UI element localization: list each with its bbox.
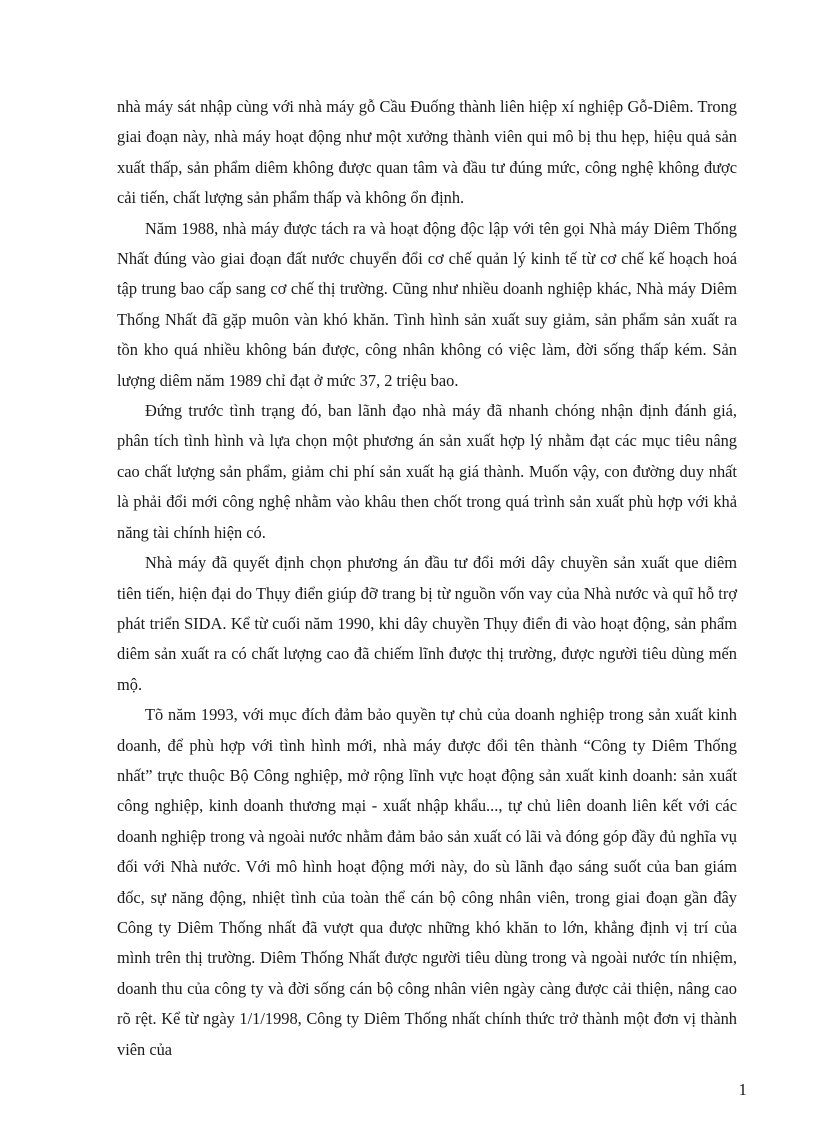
paragraph-leadership-decision: Đứng trước tình trạng đó, ban lãnh đạo nhà máy đã nhanh chóng nhận định đánh giá, phân tích tình hình và lựa chọn một phương án sản xuất hợp lý nhằm đạt các mục tiêu nâng cao chất lượng sản phẩm, giảm chi phí sản xuất hạ giá thành. Muốn vậy, con đường duy nhất là phải đổi mới công nghệ nhằm vào khâu then chốt trong quá trình sản xuất phù hợp với khả năng tài chính hiện có. (117, 401, 737, 542)
page-number: 1 (738, 1080, 747, 1099)
paragraph-swedish-line: Nhà máy đã quyết định chọn phương án đầu tư đổi mới dây chuyền sản xuất que diêm tiên tiến, hiện đại do Thụy điển giúp đỡ trang bị từ nguồn vốn vay của Nhà nước và quĩ hỗ trợ phát triển SIDA. Kể từ cuối năm 1990, khi dây chuyền Thụy điển đi vào hoạt động, sản phẩm diêm sản xuất ra có chất lượng cao đã chiếm lĩnh được thị trường, được người tiêu dùng mến mộ. (117, 553, 737, 694)
paragraph-continuation: nhà máy sát nhập cùng với nhà máy gỗ Cầu Đuống thành liên hiệp xí nghiệp Gỗ-Diêm. Trong giai đoạn này, nhà máy hoạt động như một xưởng thành viên qui mô bị thu hẹp, hiệu quả sản xuất thấp, sản phẩm diêm không được quan tâm và đầu tư đúng mức, công nghệ không được cải tiến, chất lượng sản phẩm thấp và không ổn định. (117, 97, 737, 208)
body-text (117, 92, 737, 1065)
paragraph-1988: Năm 1988, nhà máy được tách ra và hoạt động độc lập với tên gọi Nhà máy Diêm Thống Nhất đúng vào giai đoạn đất nước chuyển đổi cơ chế quản lý kinh tế từ cơ chế kế hoạch hoá tập trung bao cấp sang cơ chế thị trường. Cũng như nhiều doanh nghiệp khác, Nhà máy Diêm Thống Nhất đã gặp muôn vàn khó khăn. Tình hình sản xuất suy giảm, sản phẩm sản xuất ra tồn kho quá nhiều không bán được, công nhân không có việc làm, đời sống thấp kém. Sản lượng diêm năm 1989 chỉ đạt ở mức 37, 2 triệu bao. (117, 218, 737, 390)
paragraph-1993: Tõ năm 1993, với mục đích đảm bảo quyền tự chủ của doanh nghiệp trong sản xuất kinh doanh, để phù hợp với tình hình mới, nhà máy được đổi tên thành “Công ty Diêm Thống nhất” trực thuộc Bộ Công nghiệp, mở rộng lĩnh vực hoạt động sản xuất kinh doanh: sản xuất công nghiệp, kinh doanh thương mại - xuất nhập khẩu..., tự chủ liên doanh liên kết với các doanh nghiệp trong và ngoài nước nhằm đảm bảo sản xuất có lãi và đóng góp đầy đủ nghĩa vụ đối với Nhà nước. Với mô hình hoạt động mới này, do sù lãnh đạo sáng suốt của ban giám đốc, sự năng động, nhiệt tình của toàn thể cán bộ công nhân viên, trong giai đoạn gần đây Công ty Diêm Thống nhất đã vượt qua được những khó khăn to lớn, khẳng định vị trí của mình trên thị trường. Diêm Thống Nhất được người tiêu dùng trong và ngoài nước tín nhiệm, doanh thu của công ty và đời sống cán bộ công nhân viên ngày càng được cải thiện, nâng cao rõ rệt. Kể từ ngày 1/1/1998, Công ty Diêm Thống nhất chính thức trở thành một đơn vị thành viên của (117, 705, 737, 1059)
